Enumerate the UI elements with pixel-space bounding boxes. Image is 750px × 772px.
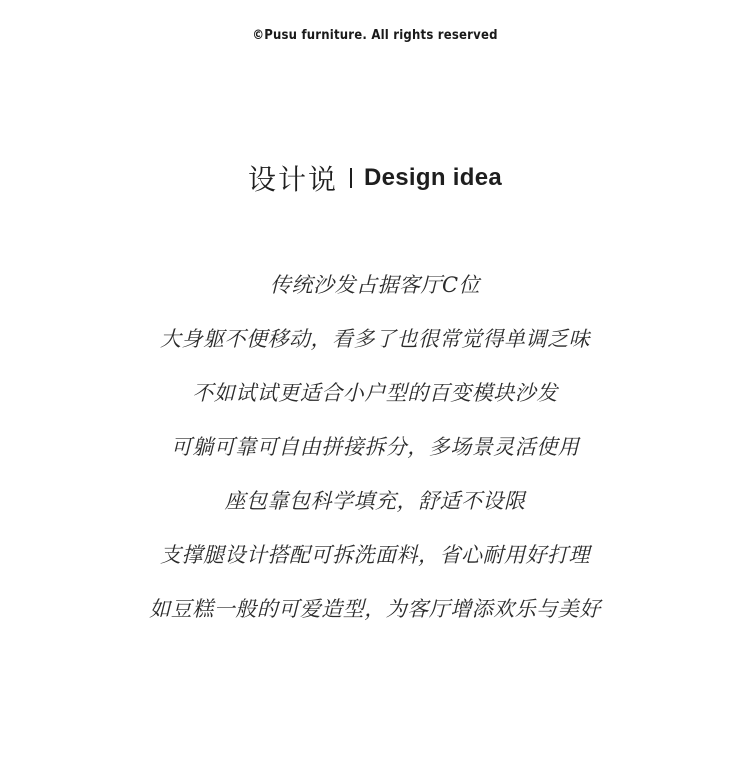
description-line: 传统沙发占据客厅C位 (269, 273, 481, 297)
description-line: 不如试试更适合小户型的百变模块沙发 (192, 381, 558, 405)
description-line: 可躺可靠可自由拼接拆分，多场景灵活使用 (170, 435, 580, 459)
design-description (0, 266, 750, 644)
copyright-notice: ©Pusu furniture. All rights reserved (252, 28, 498, 43)
heading-chinese: 设计说 (247, 163, 338, 196)
description-line: 如豆糕一般的可爱造型，为客厅增添欢乐与美好 (149, 597, 601, 621)
heading-english: Design idea (364, 164, 503, 191)
heading-divider (350, 168, 352, 188)
section-heading (0, 158, 750, 198)
description-line: 大身躯不便移动，看多了也很常觉得单调乏味 (160, 327, 590, 351)
description-line: 支撑腿设计搭配可拆洗面料，省心耐用好打理 (160, 543, 590, 567)
description-line: 座包靠包科学填充，舒适不设限 (224, 489, 526, 513)
